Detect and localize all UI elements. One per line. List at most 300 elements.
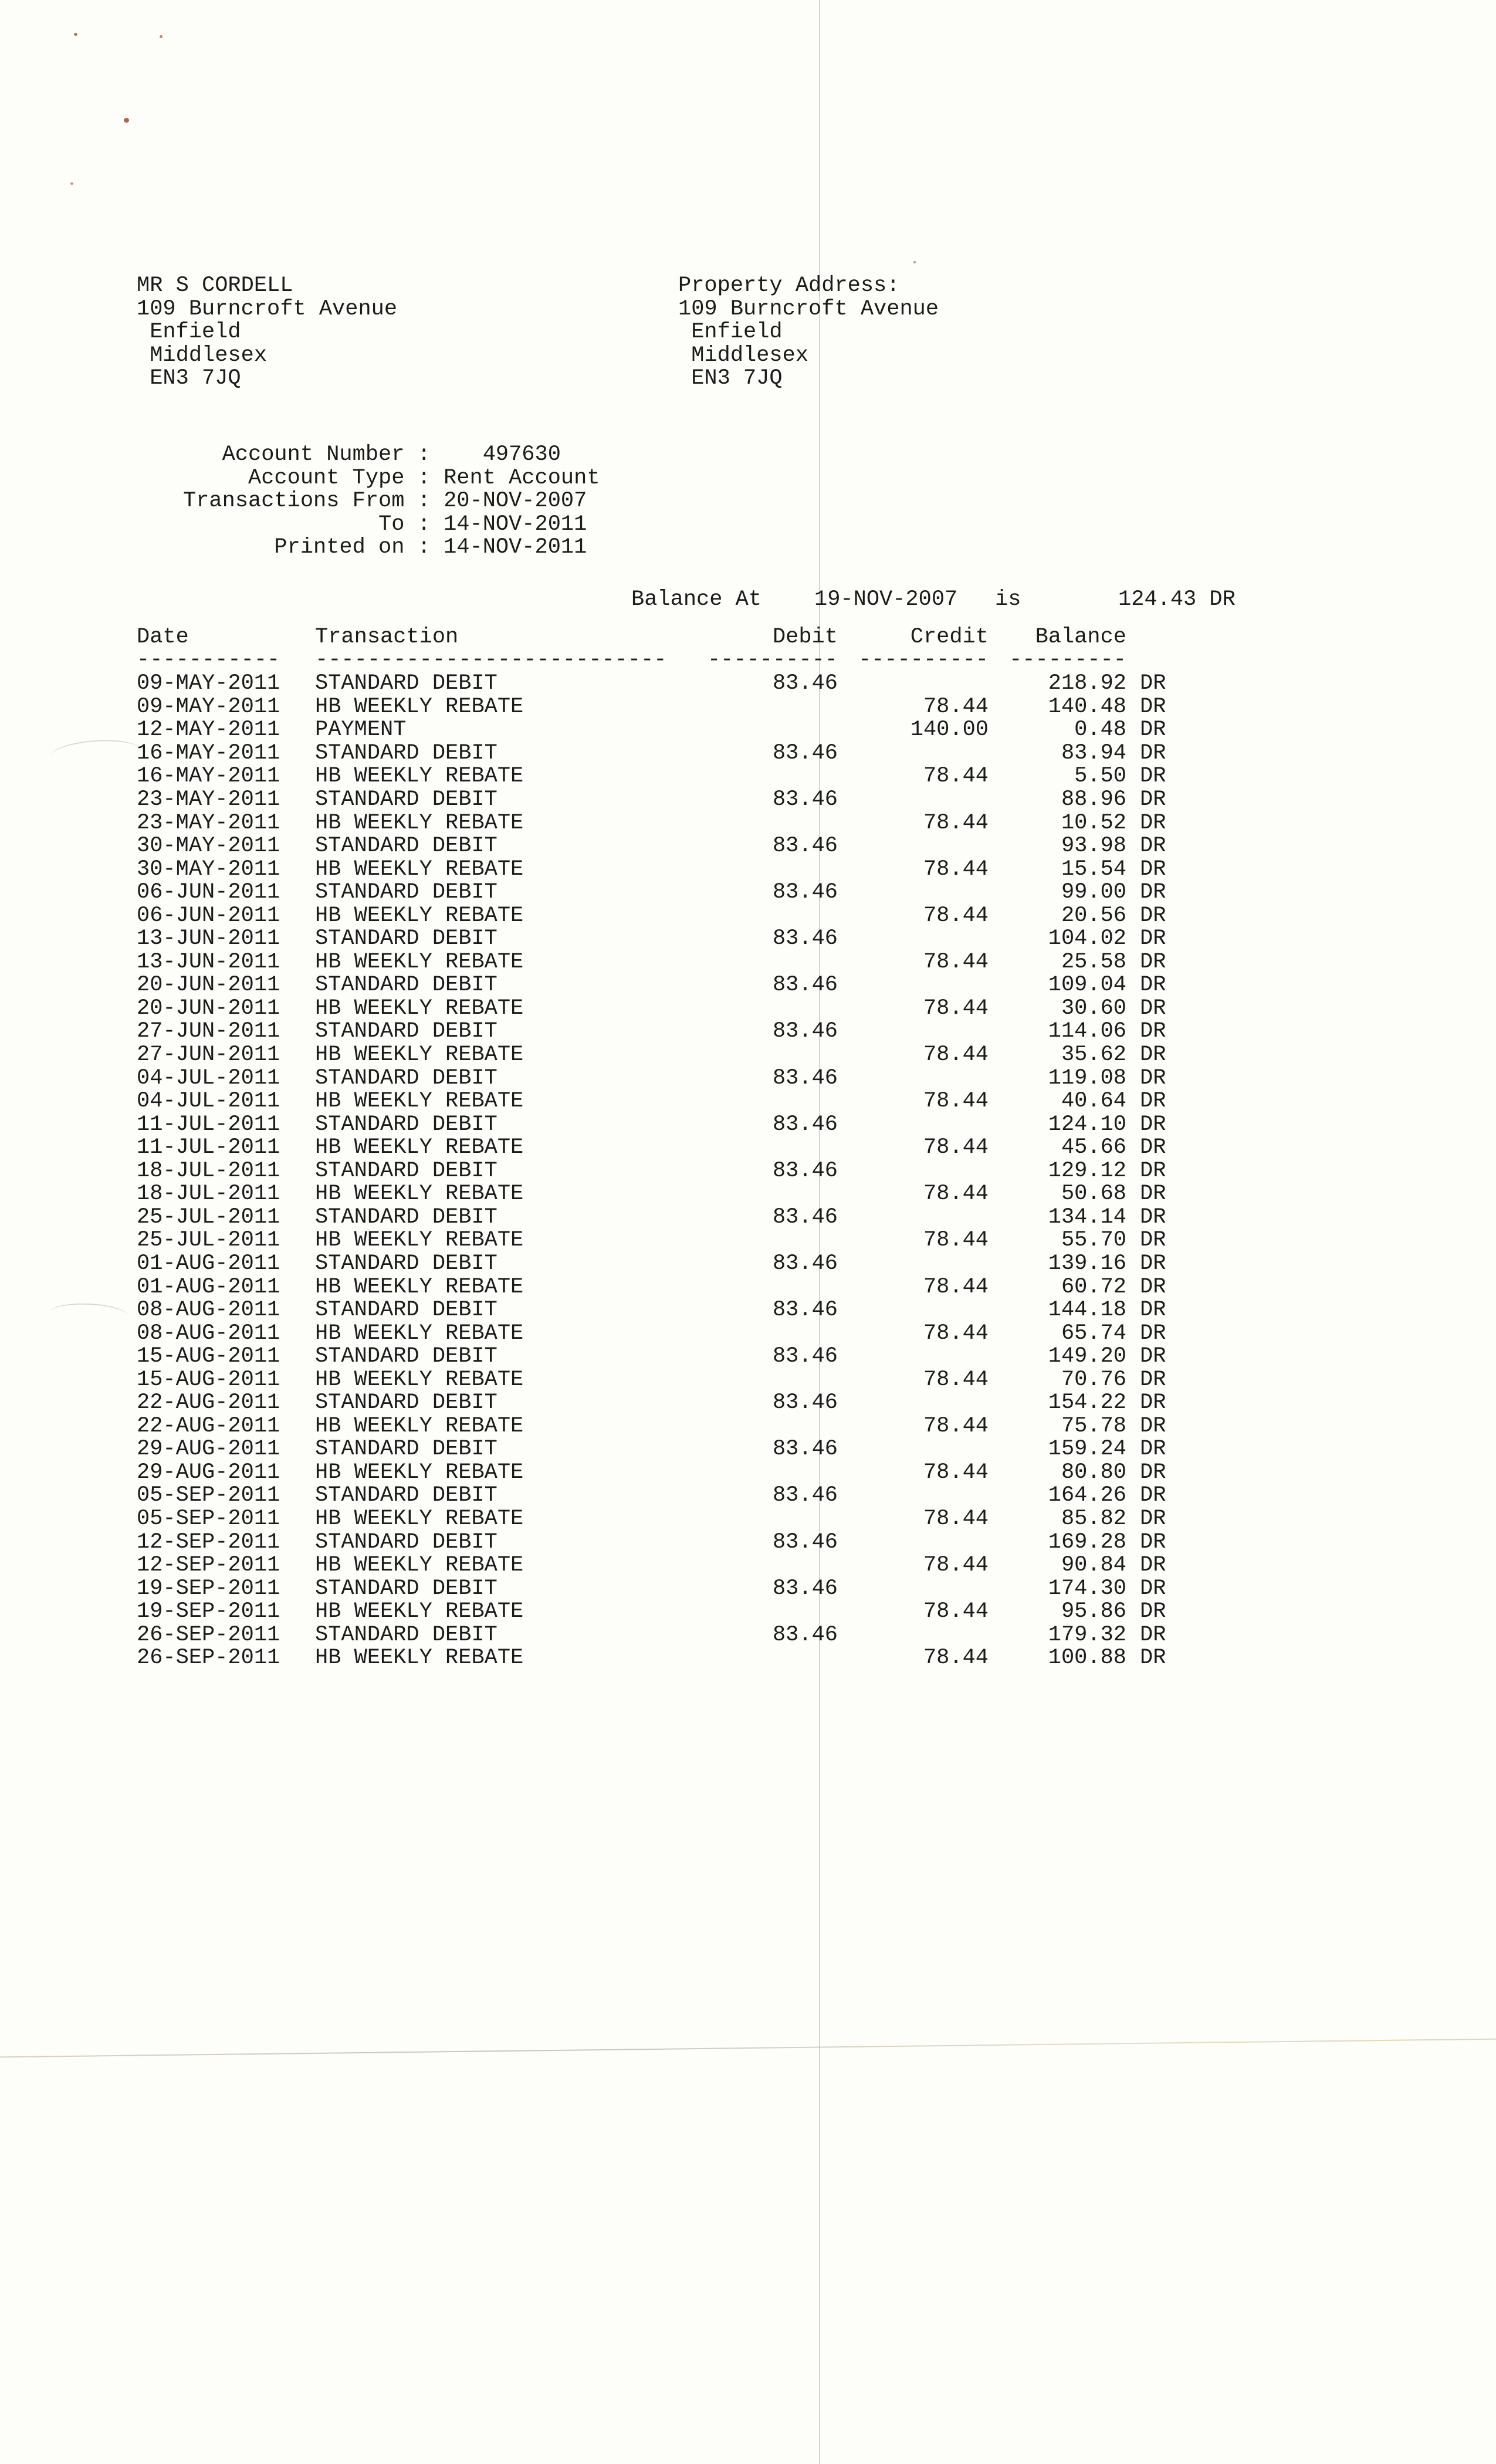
cell-date: 20-JUN-2011 xyxy=(137,996,280,1021)
cell-balance: 50.68 xyxy=(1061,1182,1126,1207)
cell-transaction: HB WEEKLY REBATE xyxy=(315,764,524,789)
cell-dr-suffix: DR xyxy=(1140,949,1166,974)
label-value-separator: : xyxy=(404,442,444,467)
cell-date: 26-SEP-2011 xyxy=(137,1646,280,1671)
cell-date: 01-AUG-2011 xyxy=(137,1274,280,1299)
cell-dr-suffix: DR xyxy=(1140,1622,1166,1647)
cell-date: 19-SEP-2011 xyxy=(137,1576,280,1601)
cell-debit: 83.46 xyxy=(772,787,838,812)
cell-debit: 83.46 xyxy=(772,1344,838,1369)
address-line: Property Address: xyxy=(678,273,900,298)
cell-transaction: STANDARD DEBIT xyxy=(315,1298,497,1323)
cell-debit: 83.46 xyxy=(772,1065,838,1091)
cell-debit: 83.46 xyxy=(772,1622,838,1647)
table-row xyxy=(0,997,1496,1021)
cell-transaction: STANDARD DEBIT xyxy=(315,671,497,696)
cell-dr-suffix: DR xyxy=(1140,1437,1166,1462)
cell-debit: 83.46 xyxy=(772,1576,838,1601)
account-info-line xyxy=(183,513,600,537)
table-row xyxy=(0,1090,1496,1113)
cell-balance: 88.96 xyxy=(1061,787,1126,812)
cell-dr-suffix: DR xyxy=(1140,1576,1166,1601)
table-row xyxy=(0,1508,1496,1531)
cell-balance: 10.52 xyxy=(1061,810,1126,835)
account-info-block xyxy=(183,444,600,560)
cell-transaction: HB WEEKLY REBATE xyxy=(315,949,524,974)
table-row xyxy=(0,1345,1496,1369)
account-info-label: Account Type xyxy=(248,465,405,490)
header-date: Date xyxy=(137,625,189,649)
table-row xyxy=(0,881,1496,905)
cell-dr-suffix: DR xyxy=(1140,834,1166,859)
cell-transaction: HB WEEKLY REBATE xyxy=(315,1321,524,1346)
account-info-label: Transactions From xyxy=(183,489,405,514)
cell-dr-suffix: DR xyxy=(1140,1529,1166,1555)
table-row xyxy=(0,1531,1496,1555)
cell-debit: 83.46 xyxy=(772,1529,838,1555)
cell-balance: 35.62 xyxy=(1061,1043,1126,1067)
cell-transaction: HB WEEKLY REBATE xyxy=(315,1599,524,1624)
scan-speck xyxy=(124,118,129,123)
cell-date: 22-AUG-2011 xyxy=(137,1413,280,1439)
cell-debit: 83.46 xyxy=(772,1112,838,1137)
cell-balance: 134.14 xyxy=(1048,1204,1126,1230)
cell-dr-suffix: DR xyxy=(1140,1019,1166,1044)
cell-balance: 25.58 xyxy=(1061,949,1126,974)
cell-date: 20-JUN-2011 xyxy=(137,973,280,998)
account-info-value: 14-NOV-2011 xyxy=(444,512,587,537)
scan-speck xyxy=(74,33,77,36)
cell-transaction: HB WEEKLY REBATE xyxy=(315,857,524,882)
table-row xyxy=(0,1578,1496,1601)
cell-date: 16-MAY-2011 xyxy=(137,740,280,766)
cell-transaction: HB WEEKLY REBATE xyxy=(315,1089,524,1114)
label-value-separator: : xyxy=(404,489,444,514)
table-row xyxy=(0,1044,1496,1067)
table-row xyxy=(0,765,1496,788)
underline-balance: --------- xyxy=(1009,648,1126,672)
cell-date: 09-MAY-2011 xyxy=(137,694,280,719)
table-row xyxy=(0,951,1496,974)
cell-dr-suffix: DR xyxy=(1140,1182,1166,1207)
cell-credit: 78.44 xyxy=(923,1599,989,1624)
cell-debit: 83.46 xyxy=(772,671,838,696)
cell-balance: 104.02 xyxy=(1048,926,1126,952)
table-row xyxy=(0,1554,1496,1578)
table-row xyxy=(0,1276,1496,1299)
underline-credit: ---------- xyxy=(858,648,989,672)
table-row xyxy=(0,1392,1496,1415)
cell-dr-suffix: DR xyxy=(1140,973,1166,998)
table-row xyxy=(0,1369,1496,1392)
cell-debit: 83.46 xyxy=(772,1204,838,1230)
cell-transaction: HB WEEKLY REBATE xyxy=(315,694,524,719)
cell-date: 12-MAY-2011 xyxy=(137,717,280,743)
account-info-line xyxy=(183,467,600,490)
account-info-label: Printed on xyxy=(274,535,405,560)
cell-transaction: PAYMENT xyxy=(315,717,407,743)
cell-balance: 0.48 xyxy=(1074,717,1126,743)
cell-transaction: STANDARD DEBIT xyxy=(315,740,497,766)
cell-date: 25-JUL-2011 xyxy=(137,1228,280,1253)
cell-dr-suffix: DR xyxy=(1140,880,1166,905)
cell-dr-suffix: DR xyxy=(1140,1367,1166,1392)
table-row xyxy=(0,1113,1496,1137)
cell-transaction: HB WEEKLY REBATE xyxy=(315,996,524,1021)
cell-dr-suffix: DR xyxy=(1140,1112,1166,1137)
scan-speck xyxy=(70,182,73,185)
table-row xyxy=(0,1438,1496,1461)
cell-debit: 83.46 xyxy=(772,1251,838,1276)
cell-credit: 78.44 xyxy=(923,1089,989,1114)
cell-transaction: HB WEEKLY REBATE xyxy=(315,1274,524,1299)
account-info-value: 14-NOV-2011 xyxy=(444,535,587,560)
cell-transaction: STANDARD DEBIT xyxy=(315,1158,497,1183)
cell-dr-suffix: DR xyxy=(1140,717,1166,743)
table-row xyxy=(0,1160,1496,1183)
horizontal-fold-line xyxy=(0,2039,1496,2058)
cell-date: 18-JUL-2011 xyxy=(137,1158,280,1183)
cell-dr-suffix: DR xyxy=(1140,926,1166,952)
cell-credit: 78.44 xyxy=(923,1646,989,1671)
underline-debit: ---------- xyxy=(707,648,838,672)
cell-credit: 78.44 xyxy=(923,1043,989,1067)
cell-dr-suffix: DR xyxy=(1140,1646,1166,1671)
cell-balance: 119.08 xyxy=(1048,1065,1126,1091)
cell-transaction: STANDARD DEBIT xyxy=(315,1483,497,1508)
cell-balance: 109.04 xyxy=(1048,973,1126,998)
cell-dr-suffix: DR xyxy=(1140,1228,1166,1253)
table-row xyxy=(0,719,1496,742)
underline-transaction: --------------------------- xyxy=(315,648,667,672)
opening-balance-date: 19-NOV-2007 xyxy=(814,587,958,612)
cell-credit: 78.44 xyxy=(923,903,989,928)
property-address-block xyxy=(678,275,939,391)
cell-dr-suffix: DR xyxy=(1140,1390,1166,1416)
cell-balance: 80.80 xyxy=(1061,1460,1126,1485)
scan-speck xyxy=(913,261,916,263)
cell-dr-suffix: DR xyxy=(1140,1298,1166,1323)
recipient-address-block xyxy=(137,275,397,391)
label-value-separator: : xyxy=(404,465,444,490)
header-credit: Credit xyxy=(910,625,989,649)
table-row xyxy=(0,1600,1496,1624)
cell-date: 27-JUN-2011 xyxy=(137,1043,280,1067)
cell-balance: 159.24 xyxy=(1048,1437,1126,1462)
cell-balance: 179.32 xyxy=(1048,1622,1126,1647)
table-row xyxy=(0,1229,1496,1253)
account-info-label: To xyxy=(378,512,405,537)
cell-transaction: HB WEEKLY REBATE xyxy=(315,1413,524,1439)
cell-balance: 164.26 xyxy=(1048,1483,1126,1508)
cell-date: 16-MAY-2011 xyxy=(137,764,280,789)
cell-transaction: STANDARD DEBIT xyxy=(315,834,497,859)
cell-dr-suffix: DR xyxy=(1140,1251,1166,1276)
cell-transaction: STANDARD DEBIT xyxy=(315,926,497,952)
cell-dr-suffix: DR xyxy=(1140,810,1166,835)
cell-balance: 139.16 xyxy=(1048,1251,1126,1276)
cell-transaction: HB WEEKLY REBATE xyxy=(315,1228,524,1253)
table-row xyxy=(0,1067,1496,1091)
cell-date: 13-JUN-2011 xyxy=(137,949,280,974)
account-info-label: Account Number xyxy=(222,442,405,467)
cell-dr-suffix: DR xyxy=(1140,1553,1166,1578)
label-value-separator: : xyxy=(404,535,444,560)
cell-debit: 83.46 xyxy=(772,1298,838,1323)
cell-balance: 144.18 xyxy=(1048,1298,1126,1323)
cell-credit: 78.44 xyxy=(923,1553,989,1578)
cell-date: 06-JUN-2011 xyxy=(137,880,280,905)
cell-transaction: STANDARD DEBIT xyxy=(315,1019,497,1044)
cell-dr-suffix: DR xyxy=(1140,1204,1166,1230)
cell-balance: 40.64 xyxy=(1061,1089,1126,1114)
header-balance: Balance xyxy=(1035,625,1126,649)
opening-balance-verb: is xyxy=(995,587,1021,612)
table-row xyxy=(0,1415,1496,1439)
table-row xyxy=(0,928,1496,951)
cell-date: 23-MAY-2011 xyxy=(137,787,280,812)
account-info-line xyxy=(183,444,600,467)
cell-transaction: STANDARD DEBIT xyxy=(315,1390,497,1416)
cell-transaction: HB WEEKLY REBATE xyxy=(315,810,524,835)
cell-transaction: STANDARD DEBIT xyxy=(315,1576,497,1601)
cell-transaction: HB WEEKLY REBATE xyxy=(315,1135,524,1160)
cell-dr-suffix: DR xyxy=(1140,671,1166,696)
cell-transaction: HB WEEKLY REBATE xyxy=(315,1646,524,1671)
cell-credit: 78.44 xyxy=(923,1460,989,1485)
cell-balance: 55.70 xyxy=(1061,1228,1126,1253)
cell-dr-suffix: DR xyxy=(1140,1483,1166,1508)
cell-dr-suffix: DR xyxy=(1140,1344,1166,1369)
cell-debit: 83.46 xyxy=(772,834,838,859)
cell-date: 30-MAY-2011 xyxy=(137,834,280,859)
cell-date: 09-MAY-2011 xyxy=(137,671,280,696)
cell-dr-suffix: DR xyxy=(1140,857,1166,882)
cell-date: 01-AUG-2011 xyxy=(137,1251,280,1276)
table-row xyxy=(0,1136,1496,1160)
cell-date: 23-MAY-2011 xyxy=(137,810,280,835)
opening-balance-line xyxy=(0,588,1496,612)
address-line: EN3 7JQ xyxy=(150,366,241,391)
cell-balance: 100.88 xyxy=(1048,1646,1126,1671)
address-line: Middlesex xyxy=(150,343,268,368)
table-row xyxy=(0,696,1496,719)
cell-date: 22-AUG-2011 xyxy=(137,1390,280,1416)
cell-transaction: HB WEEKLY REBATE xyxy=(315,1460,524,1485)
cell-date: 29-AUG-2011 xyxy=(137,1437,280,1462)
cell-debit: 83.46 xyxy=(772,1483,838,1508)
cell-dr-suffix: DR xyxy=(1140,1507,1166,1531)
table-header-row xyxy=(0,626,1496,649)
cell-transaction: HB WEEKLY REBATE xyxy=(315,1182,524,1207)
cell-balance: 30.60 xyxy=(1061,996,1126,1021)
cell-transaction: HB WEEKLY REBATE xyxy=(315,1367,524,1392)
cell-credit: 78.44 xyxy=(923,1413,989,1439)
cell-date: 19-SEP-2011 xyxy=(137,1599,280,1624)
cell-debit: 83.46 xyxy=(772,1019,838,1044)
cell-transaction: STANDARD DEBIT xyxy=(315,1251,497,1276)
cell-transaction: HB WEEKLY REBATE xyxy=(315,1043,524,1067)
cell-date: 05-SEP-2011 xyxy=(137,1483,280,1508)
cell-dr-suffix: DR xyxy=(1140,1599,1166,1624)
address-line: Enfield xyxy=(691,320,783,345)
cell-date: 04-JUL-2011 xyxy=(137,1065,280,1091)
cell-balance: 15.54 xyxy=(1061,857,1126,882)
table-row xyxy=(0,812,1496,835)
header-debit: Debit xyxy=(772,625,838,649)
cell-debit: 83.46 xyxy=(772,1437,838,1462)
table-row xyxy=(0,1183,1496,1206)
cell-balance: 95.86 xyxy=(1061,1599,1126,1624)
cell-transaction: STANDARD DEBIT xyxy=(315,787,497,812)
address-line: Middlesex xyxy=(691,343,809,368)
cell-date: 27-JUN-2011 xyxy=(137,1019,280,1044)
cell-debit: 83.46 xyxy=(772,973,838,998)
cell-date: 30-MAY-2011 xyxy=(137,857,280,882)
cell-transaction: STANDARD DEBIT xyxy=(315,880,497,905)
account-info-line xyxy=(183,536,600,560)
cell-credit: 78.44 xyxy=(923,949,989,974)
cell-dr-suffix: DR xyxy=(1140,787,1166,812)
cell-credit: 78.44 xyxy=(923,1321,989,1346)
cell-date: 11-JUL-2011 xyxy=(137,1112,280,1137)
cell-balance: 149.20 xyxy=(1048,1344,1126,1369)
cell-credit: 78.44 xyxy=(923,1274,989,1299)
cell-date: 15-AUG-2011 xyxy=(137,1344,280,1369)
cell-transaction: HB WEEKLY REBATE xyxy=(315,903,524,928)
table-row xyxy=(0,835,1496,858)
cell-dr-suffix: DR xyxy=(1140,1460,1166,1485)
cell-date: 25-JUL-2011 xyxy=(137,1204,280,1230)
cell-date: 15-AUG-2011 xyxy=(137,1367,280,1392)
cell-dr-suffix: DR xyxy=(1140,996,1166,1021)
cell-debit: 83.46 xyxy=(772,1390,838,1416)
table-header-underline-row xyxy=(0,649,1496,672)
cell-transaction: STANDARD DEBIT xyxy=(315,1204,497,1230)
cell-balance: 20.56 xyxy=(1061,903,1126,928)
underline-date: ----------- xyxy=(137,648,280,672)
cell-transaction: STANDARD DEBIT xyxy=(315,1065,497,1091)
cell-dr-suffix: DR xyxy=(1140,1135,1166,1160)
table-row xyxy=(0,1484,1496,1508)
cell-balance: 85.82 xyxy=(1061,1507,1126,1531)
cell-balance: 83.94 xyxy=(1061,740,1126,766)
address-line: MR S CORDELL xyxy=(137,273,293,298)
cell-dr-suffix: DR xyxy=(1140,1065,1166,1091)
table-row xyxy=(0,1461,1496,1485)
cell-credit: 78.44 xyxy=(923,1182,989,1207)
account-info-value: 497630 xyxy=(444,442,561,467)
cell-credit: 78.44 xyxy=(923,996,989,1021)
cell-date: 05-SEP-2011 xyxy=(137,1507,280,1531)
table-row xyxy=(0,1647,1496,1670)
table-row xyxy=(0,788,1496,812)
opening-balance-amount: 124.43 DR xyxy=(1118,587,1236,612)
cell-date: 13-JUN-2011 xyxy=(137,926,280,952)
cell-credit: 78.44 xyxy=(923,810,989,835)
cell-date: 26-SEP-2011 xyxy=(137,1622,280,1647)
cell-dr-suffix: DR xyxy=(1140,1043,1166,1067)
cell-transaction: STANDARD DEBIT xyxy=(315,1437,497,1462)
cell-balance: 90.84 xyxy=(1061,1553,1126,1578)
cell-balance: 154.22 xyxy=(1048,1390,1126,1416)
account-info-value: 20-NOV-2007 xyxy=(444,489,587,514)
cell-debit: 83.46 xyxy=(772,1158,838,1183)
cell-credit: 78.44 xyxy=(923,1367,989,1392)
cell-date: 18-JUL-2011 xyxy=(137,1182,280,1207)
cell-balance: 218.92 xyxy=(1048,671,1126,696)
cell-dr-suffix: DR xyxy=(1140,1158,1166,1183)
table-row xyxy=(0,1206,1496,1230)
cell-transaction: STANDARD DEBIT xyxy=(315,1622,497,1647)
cell-date: 29-AUG-2011 xyxy=(137,1460,280,1485)
account-info-value: Rent Account xyxy=(444,465,600,490)
cell-credit: 78.44 xyxy=(923,1228,989,1253)
cell-dr-suffix: DR xyxy=(1140,1089,1166,1114)
cell-date: 12-SEP-2011 xyxy=(137,1529,280,1555)
cell-balance: 93.98 xyxy=(1061,834,1126,859)
table-row xyxy=(0,974,1496,997)
cell-credit: 78.44 xyxy=(923,1507,989,1531)
table-row xyxy=(0,742,1496,766)
cell-transaction: STANDARD DEBIT xyxy=(315,1344,497,1369)
cell-balance: 174.30 xyxy=(1048,1576,1126,1601)
cell-balance: 129.12 xyxy=(1048,1158,1126,1183)
address-line: 109 Burncroft Avenue xyxy=(137,296,398,321)
cell-dr-suffix: DR xyxy=(1140,1413,1166,1439)
cell-date: 04-JUL-2011 xyxy=(137,1089,280,1114)
cell-debit: 83.46 xyxy=(772,880,838,905)
scan-speck xyxy=(160,35,163,38)
address-line: EN3 7JQ xyxy=(691,366,783,391)
cell-credit: 78.44 xyxy=(923,1135,989,1160)
cell-balance: 140.48 xyxy=(1048,694,1126,719)
cell-balance: 5.50 xyxy=(1074,764,1126,789)
cell-dr-suffix: DR xyxy=(1140,1321,1166,1346)
cell-debit: 83.46 xyxy=(772,740,838,766)
header-transaction: Transaction xyxy=(315,625,459,649)
cell-balance: 114.06 xyxy=(1048,1019,1126,1044)
cell-balance: 99.00 xyxy=(1061,880,1126,905)
table-row xyxy=(0,858,1496,882)
cell-date: 06-JUN-2011 xyxy=(137,903,280,928)
opening-balance-label: Balance At xyxy=(631,587,762,612)
cell-credit: 78.44 xyxy=(923,694,989,719)
address-line: Enfield xyxy=(150,320,241,345)
table-row xyxy=(0,905,1496,928)
cell-debit: 83.46 xyxy=(772,926,838,952)
cell-transaction: STANDARD DEBIT xyxy=(315,1112,497,1137)
cell-balance: 70.76 xyxy=(1061,1367,1126,1392)
table-row xyxy=(0,1624,1496,1647)
table-row xyxy=(0,1322,1496,1346)
table-row xyxy=(0,1299,1496,1322)
address-line: 109 Burncroft Avenue xyxy=(678,296,939,321)
cell-balance: 124.10 xyxy=(1048,1112,1126,1137)
cell-transaction: STANDARD DEBIT xyxy=(315,1529,497,1555)
cell-dr-suffix: DR xyxy=(1140,740,1166,766)
cell-balance: 45.66 xyxy=(1061,1135,1126,1160)
cell-credit: 78.44 xyxy=(923,857,989,882)
cell-balance: 169.28 xyxy=(1048,1529,1126,1555)
table-row xyxy=(0,672,1496,696)
cell-transaction: HB WEEKLY REBATE xyxy=(315,1553,524,1578)
cell-balance: 60.72 xyxy=(1061,1274,1126,1299)
cell-credit: 140.00 xyxy=(910,717,989,743)
cell-dr-suffix: DR xyxy=(1140,1274,1166,1299)
label-value-separator: : xyxy=(404,512,444,537)
cell-date: 08-AUG-2011 xyxy=(137,1321,280,1346)
